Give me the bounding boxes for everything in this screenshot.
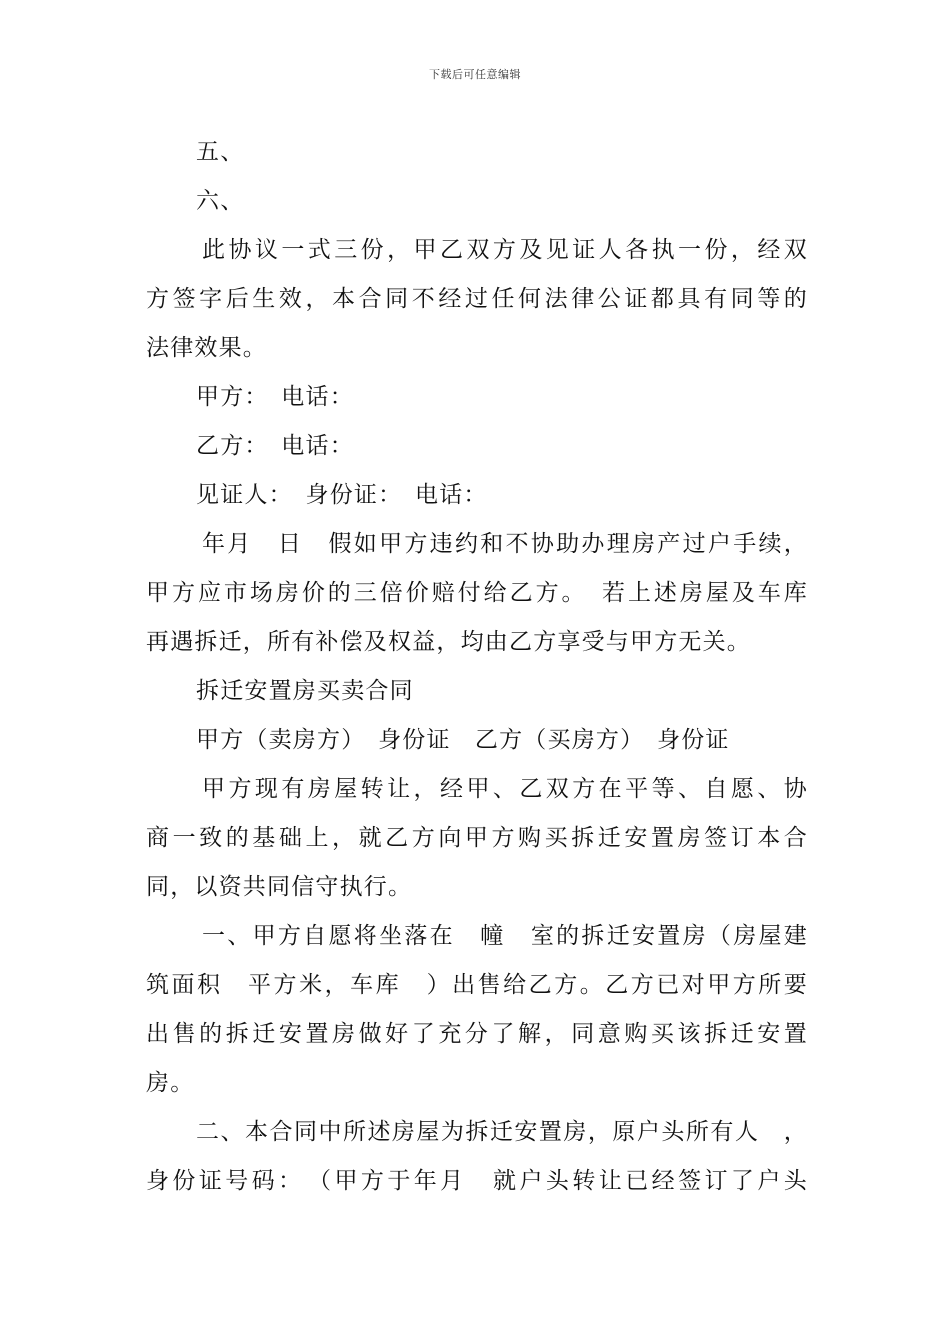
witness-signature-line: 见证人： 身份证： 电话：	[196, 482, 488, 508]
party-a-signature-line: 甲方： 电话：	[196, 384, 354, 410]
clause-two-line: 二、本合同中所述房屋为拆迁安置房，原户头所有人 ，	[196, 1119, 808, 1145]
clause-six-heading: 六、	[196, 188, 245, 214]
paragraph-line: 甲方现有房屋转让，经甲、乙双方在平等、自愿、协	[202, 776, 808, 802]
clause-one-line: 出售的拆迁安置房做好了充分了解，同意购买该拆迁安置	[146, 1021, 808, 1047]
paragraph-line: 再遇拆迁，所有补偿及权益，均由乙方享受与甲方无关。	[146, 629, 751, 655]
clause-five-heading: 五、	[196, 139, 245, 165]
clause-one-line: 筑面积 平方米，车库 ）出售给乙方。乙方已对甲方所要	[146, 972, 808, 998]
clause-two-line: 身份证号码： （甲方于年月 就户头转让已经签订了户头	[146, 1168, 808, 1194]
paragraph-line: 商一致的基础上，就乙方向甲方购买拆迁安置房签订本合	[146, 825, 808, 851]
paragraph-line: 同，以资共同信守执行。	[146, 874, 413, 900]
page-header-note: 下载后可任意编辑	[429, 68, 521, 81]
document-body	[146, 128, 808, 1206]
contract-title: 拆迁安置房买卖合同	[196, 678, 414, 704]
party-b-signature-line: 乙方： 电话：	[196, 433, 354, 459]
clause-one-line: 房。	[146, 1070, 195, 1096]
parties-id-line: 甲方（卖房方） 身份证 乙方（买房方） 身份证	[196, 727, 730, 753]
paragraph-line: 甲方应市场房价的三倍价赔付给乙方。 若上述房屋及车库	[146, 580, 808, 606]
paragraph-line: 年月 日 假如甲方违约和不协助办理房产过户手续，	[202, 531, 808, 557]
paragraph-line: 法律效果。	[146, 335, 267, 361]
paragraph-line: 此协议一式三份，甲乙双方及见证人各执一份，经双	[202, 237, 808, 263]
paragraph-line: 方签字后生效，本合同不经过任何法律公证都具有同等的	[146, 286, 808, 312]
clause-one-line: 一、甲方自愿将坐落在 幢 室的拆迁安置房（房屋建	[202, 923, 808, 949]
